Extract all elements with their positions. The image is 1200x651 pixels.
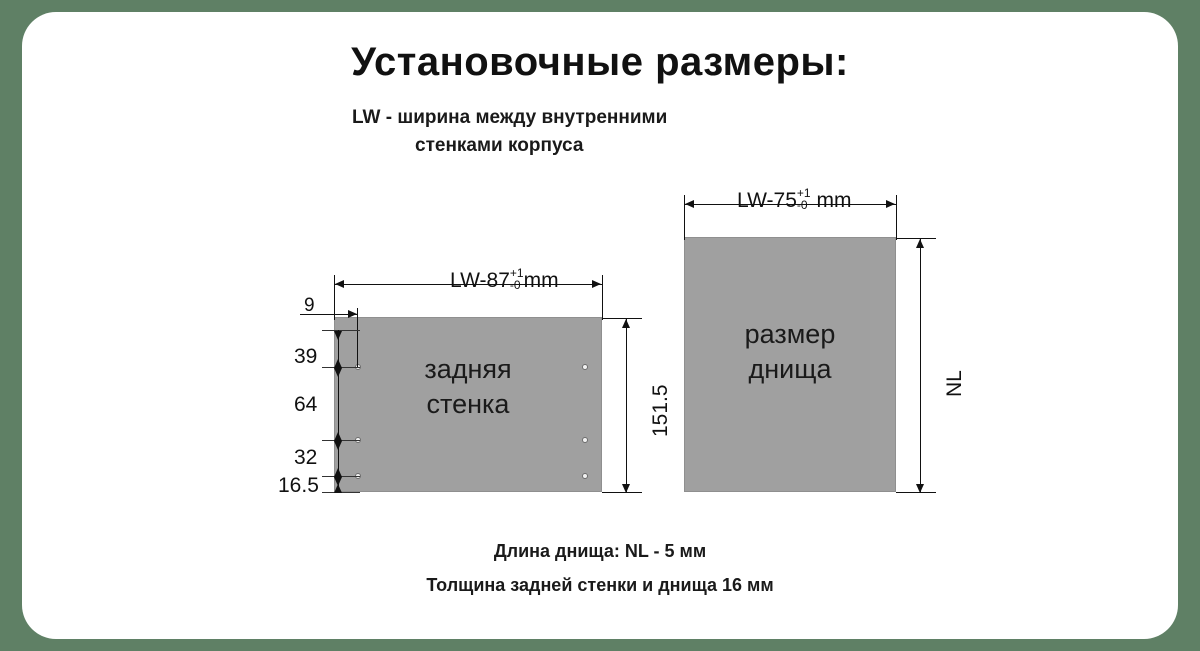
back-chain-arrow (334, 368, 342, 377)
bottom-height-label: NL (943, 370, 966, 397)
legend-line-1: LW - ширина между внутренними (352, 107, 668, 128)
back-panel-label (334, 352, 602, 422)
back-height-arrow-top (622, 319, 630, 328)
back-offset-label: 9 (304, 295, 315, 316)
footer-notes (22, 534, 1178, 602)
back-chain-arrow (334, 331, 342, 340)
bottom-height-dim-line (920, 238, 921, 492)
bottom-panel-label-line-1: размер (744, 319, 836, 349)
back-width-arrow-left (335, 280, 344, 288)
bottom-panel-label (684, 317, 896, 387)
bottom-width-value: LW-75 (737, 189, 797, 212)
bottom-width-tolerance (797, 187, 811, 211)
bottom-width-arrow-right (886, 200, 895, 208)
back-height-dim-line (626, 318, 627, 492)
back-panel-hole (582, 364, 588, 370)
back-spacing-label-39: 39 (294, 345, 318, 368)
page-title: Установочные размеры: (351, 40, 849, 84)
back-spacing-label-64: 64 (294, 393, 318, 416)
back-height-arrow-bottom (622, 484, 630, 493)
back-panel-hole (582, 437, 588, 443)
back-panel-hole (582, 473, 588, 479)
back-width-tolerance (510, 267, 524, 291)
back-panel-label-line-1: задняя (424, 354, 512, 384)
legend-line-2: стенками корпуса (415, 134, 584, 156)
legend-block (352, 104, 872, 159)
back-offset-ext (357, 308, 358, 368)
footer-line-2: Толщина задней стенки и днища 16 мм (426, 575, 774, 596)
back-width-tol-upper: +1 (509, 266, 524, 280)
back-offset-arrow (348, 310, 357, 318)
bottom-width-tol-lower: -0 (796, 198, 808, 212)
diagram-card (22, 12, 1178, 639)
back-height-label: 151.5 (649, 384, 672, 437)
bottom-panel-label-line-2: днища (748, 354, 832, 385)
bottom-width-label (737, 186, 852, 213)
back-width-tol-lower: -0 (509, 278, 521, 292)
bottom-height-arrow-top (916, 239, 924, 248)
back-chain-arrow (334, 468, 342, 477)
footer-line-1: Длина днища: NL - 5 мм (493, 541, 707, 561)
bottom-width-unit: mm (816, 189, 852, 212)
back-spacing-label-32: 32 (294, 446, 318, 469)
back-width-unit: mm (523, 269, 559, 292)
bottom-width-ext-right (896, 195, 897, 240)
back-width-arrow-right (592, 280, 601, 288)
bottom-width-arrow-left (685, 200, 694, 208)
bottom-height-arrow-bottom (916, 484, 924, 493)
back-chain-arrow (334, 359, 342, 368)
back-spacing-label-16-5: 16.5 (278, 474, 319, 497)
bottom-width-tol-upper: +1 (796, 186, 811, 200)
back-width-ext-right (602, 275, 603, 320)
back-panel-label-line-2: стенка (426, 389, 510, 420)
back-chain-arrow (334, 432, 342, 441)
back-chain-arrow (334, 484, 342, 493)
back-chain-arrow (334, 441, 342, 450)
back-width-value: LW-87 (450, 269, 510, 292)
back-width-label (450, 266, 559, 293)
